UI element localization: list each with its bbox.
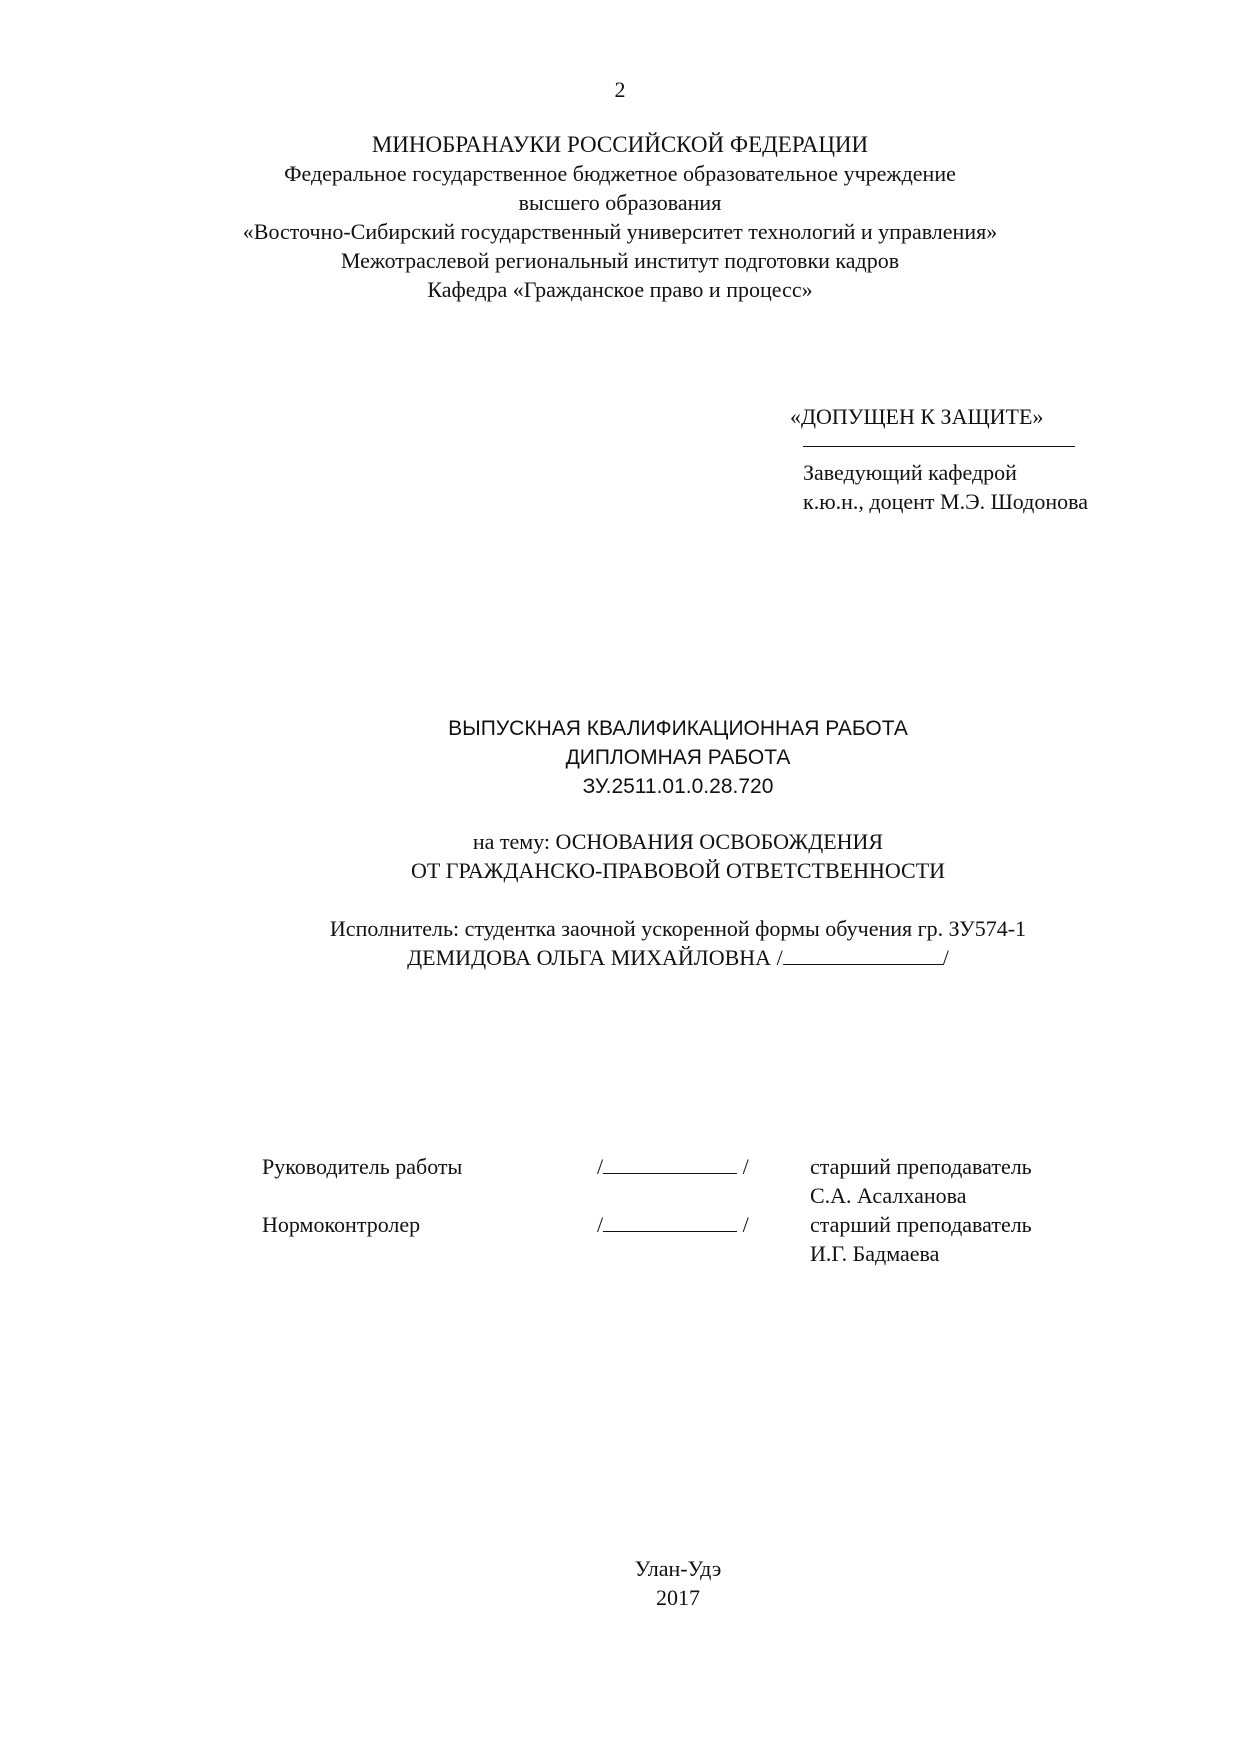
executor-signature-blank	[783, 944, 943, 965]
work-type-line-1: ВЫПУСКНАЯ КВАЛИФИКАЦИОННАЯ РАБОТА	[448, 717, 908, 740]
normcontrol-signature-blank	[603, 1211, 737, 1232]
work-code: ЗУ.2511.01.0.28.720	[582, 775, 774, 798]
executor-name-line	[58, 944, 1240, 972]
footer-year: 2017	[656, 1585, 700, 1610]
approval-role: Заведующий кафедрой	[803, 460, 1017, 485]
executor-signature-end: /	[942, 945, 949, 970]
work-type-line-2: ДИПЛОМНАЯ РАБОТА	[565, 746, 791, 769]
department-name: Кафедра «Гражданское право и процесс»	[427, 277, 813, 302]
normcontrol-slash-close: /	[742, 1212, 749, 1237]
approval-signature-line	[803, 446, 1075, 447]
supervisor-name: С.А. Асалханова	[810, 1183, 967, 1208]
supervisor-title: старший преподаватель	[810, 1154, 1032, 1179]
supervisor-label: Руководитель работы	[262, 1154, 463, 1179]
normcontrol-label: Нормоконтролер	[262, 1212, 421, 1237]
supervisor-signature-blank	[603, 1153, 737, 1174]
university-name: «Восточно-Сибирский государственный университет технологий и управления»	[242, 219, 998, 244]
topic-prefix: на тему:	[472, 829, 556, 854]
approval-person: к.ю.н., доцент М.Э. Шодонова	[803, 489, 1088, 514]
page-number: 2	[614, 77, 626, 102]
topic-line-2: ОТ ГРАЖДАНСКО-ПРАВОВОЙ ОТВЕТСТВЕННОСТИ	[410, 858, 946, 883]
normcontrol-name: И.Г. Бадмаева	[810, 1241, 940, 1266]
executor-name: ДЕМИДОВА ОЛЬГА МИХАЙЛОВНА /	[407, 945, 783, 970]
supervisor-slash-close: /	[742, 1154, 749, 1179]
executor-line: Исполнитель: студентка заочной ускоренной формы обучения гр. ЗУ574-1	[329, 916, 1027, 941]
topic-line-1	[58, 828, 1240, 856]
institute-name: Межотраслевой региональный институт подготовки кадров	[340, 248, 900, 273]
normcontrol-slash-open: /	[597, 1212, 604, 1237]
footer-city: Улан-Удэ	[634, 1556, 722, 1581]
approval-title: «ДОПУЩЕН К ЗАЩИТЕ»	[790, 404, 1044, 429]
ministry-title: МИНОБРАНАУКИ РОССИЙСКОЙ ФЕДЕРАЦИИ	[371, 132, 869, 157]
institution-line-1: Федеральное государственное бюджетное образовательное учреждение	[284, 161, 956, 186]
institution-line-2: высшего образования	[518, 190, 722, 215]
supervisor-signature	[597, 1153, 749, 1181]
supervisor-slash-open: /	[597, 1154, 604, 1179]
normcontrol-title: старший преподаватель	[810, 1212, 1032, 1237]
topic-title-1: ОСНОВАНИЯ ОСВОБОЖДЕНИЯ	[555, 829, 884, 854]
normcontrol-signature	[597, 1211, 749, 1239]
